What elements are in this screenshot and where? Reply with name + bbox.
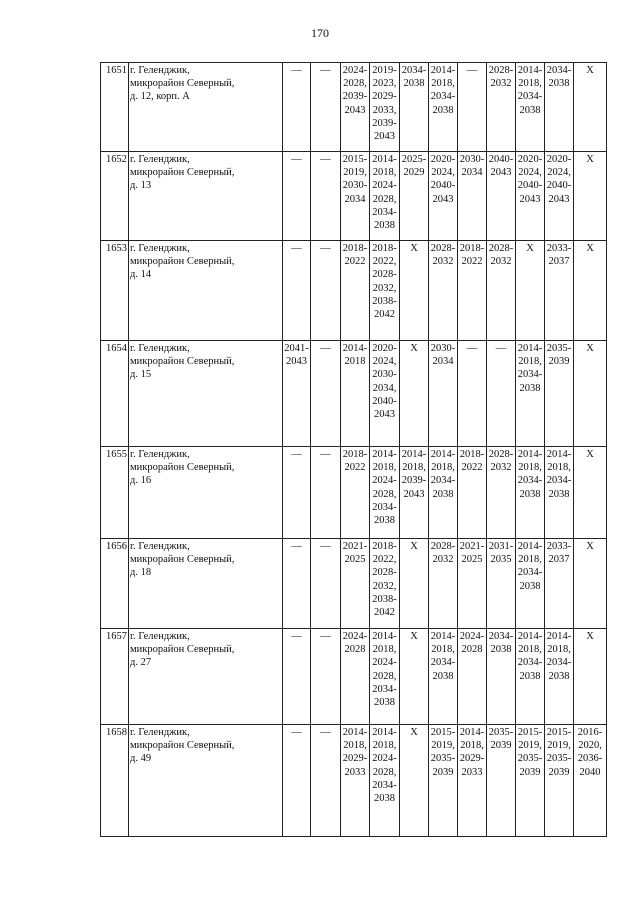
period-cell: 2030- 2034 [458,152,487,241]
housing-registry-table [100,62,607,837]
period-cell: — [283,629,311,725]
row-number: 1654 [101,341,129,447]
period-cell: — [283,241,311,341]
period-cell: 2020- 2024, 2040- 2043 [545,152,574,241]
period-cell: Х [574,629,607,725]
table-row [101,539,607,629]
address-line: г. Геленджик, [130,65,190,76]
address-line: микрорайон Северный, [130,462,235,474]
period-cell: 2014- 2018, 2029- 2033 [341,725,370,837]
period-cell: 2033- 2037 [545,539,574,629]
address-line: д. 27 [130,657,152,669]
row-number: 1656 [101,539,129,629]
period-cell: — [458,63,487,152]
address-line: микрорайон Северный, [130,78,235,90]
period-cell: 2035- 2039 [545,341,574,447]
period-cell: 2028- 2032 [487,241,516,341]
period-cell: 2028- 2032 [429,539,458,629]
period-cell: Х [574,341,607,447]
period-cell: 2028- 2032 [429,241,458,341]
period-cell: Х [400,341,429,447]
period-cell: — [283,152,311,241]
row-number: 1652 [101,152,129,241]
period-cell: 2034- 2038 [487,629,516,725]
period-cell: 2014- 2018, 2039- 2043 [400,447,429,539]
address-line: д. 18 [130,567,152,579]
period-cell: 2014- 2018, 2034- 2038 [516,341,545,447]
address-cell [129,629,283,725]
period-cell: 2018- 2022, 2028- 2032, 2038- 2042 [370,241,400,341]
row-number: 1655 [101,447,129,539]
period-cell: — [311,629,341,725]
period-cell: — [311,241,341,341]
address-line: микрорайон Северный, [130,644,235,656]
table-row [101,629,607,725]
table-row [101,241,607,341]
table-row [101,447,607,539]
period-cell: 2035- 2039 [487,725,516,837]
period-cell: 2014- 2018, 2034- 2038 [545,447,574,539]
period-cell: Х [574,152,607,241]
address-cell [129,241,283,341]
address-line: д. 13 [130,180,152,192]
period-cell: 2018- 2022 [341,447,370,539]
address-line: г. Геленджик, [130,154,190,165]
address-line: д. 14 [130,269,152,281]
period-cell: Х [400,539,429,629]
period-cell: 2014- 2018, 2034- 2038 [516,447,545,539]
period-cell: Х [574,63,607,152]
period-cell: 2014- 2018 [341,341,370,447]
period-cell: 2014- 2018, 2029- 2033 [458,725,487,837]
period-cell: Х [574,539,607,629]
period-cell: 2041- 2043 [283,341,311,447]
period-cell: — [458,341,487,447]
period-cell: 2020- 2024, 2040- 2043 [429,152,458,241]
period-cell: Х [574,447,607,539]
address-line: микрорайон Северный, [130,167,235,179]
address-line: д. 16 [130,475,152,487]
address-line: г. Геленджик, [130,449,190,460]
row-number: 1653 [101,241,129,341]
address-line: г. Геленджик, [130,343,190,354]
period-cell: 2020- 2024, 2040- 2043 [516,152,545,241]
period-cell: 2018- 2022 [458,447,487,539]
period-cell: 2030- 2034 [429,341,458,447]
period-cell: 2031- 2035 [487,539,516,629]
period-cell: 2028- 2032 [487,63,516,152]
address-line: микрорайон Северный, [130,554,235,566]
period-cell: 2014- 2018, 2034- 2038 [429,447,458,539]
table-row [101,152,607,241]
period-cell: Х [400,241,429,341]
address-cell [129,447,283,539]
period-cell: 2028- 2032 [487,447,516,539]
address-line: г. Геленджик, [130,727,190,738]
period-cell: Х [400,725,429,837]
period-cell: 2016- 2020, 2036- 2040 [574,725,607,837]
period-cell: 2018- 2022, 2028- 2032, 2038- 2042 [370,539,400,629]
period-cell: 2014- 2018, 2024- 2028, 2034- 2038 [370,629,400,725]
address-cell [129,725,283,837]
period-cell: — [283,539,311,629]
address-line: д. 49 [130,753,152,765]
period-cell: 2014- 2018, 2034- 2038 [516,63,545,152]
period-cell: — [283,63,311,152]
period-cell: 2019- 2023, 2029- 2033, 2039- 2043 [370,63,400,152]
period-cell: — [487,341,516,447]
address-cell [129,152,283,241]
period-cell: 2025- 2029 [400,152,429,241]
period-cell: — [283,447,311,539]
period-cell: 2018- 2022 [458,241,487,341]
period-cell: 2014- 2018, 2034- 2038 [429,63,458,152]
period-cell: Х [574,241,607,341]
table-row [101,341,607,447]
period-cell: 2020- 2024, 2030- 2034, 2040- 2043 [370,341,400,447]
address-cell [129,63,283,152]
period-cell: 2024- 2028, 2039- 2043 [341,63,370,152]
address-line: г. Геленджик, [130,631,190,642]
address-cell [129,341,283,447]
period-cell: 2015- 2019, 2030- 2034 [341,152,370,241]
period-cell: 2014- 2018, 2024- 2028, 2034- 2038 [370,447,400,539]
period-cell: 2014- 2018, 2034- 2038 [516,629,545,725]
address-cell [129,539,283,629]
period-cell: 2015- 2019, 2035- 2039 [516,725,545,837]
period-cell: Х [516,241,545,341]
period-cell: 2014- 2018, 2024- 2028, 2034- 2038 [370,152,400,241]
period-cell: 2014- 2018, 2034- 2038 [429,629,458,725]
period-cell: 2018- 2022 [341,241,370,341]
period-cell: 2024- 2028 [341,629,370,725]
period-cell: — [311,63,341,152]
address-line: г. Геленджик, [130,541,190,552]
address-line: микрорайон Северный, [130,740,235,752]
period-cell: 2034- 2038 [545,63,574,152]
period-cell: 2040- 2043 [487,152,516,241]
period-cell: — [311,447,341,539]
period-cell: 2015- 2019, 2035- 2039 [545,725,574,837]
address-line: микрорайон Северный, [130,256,235,268]
period-cell: 2034- 2038 [400,63,429,152]
row-number: 1658 [101,725,129,837]
period-cell: — [311,725,341,837]
address-line: г. Геленджик, [130,243,190,254]
address-line: д. 15 [130,369,152,381]
period-cell: 2033- 2037 [545,241,574,341]
period-cell: 2015- 2019, 2035- 2039 [429,725,458,837]
period-cell: 2021- 2025 [458,539,487,629]
period-cell: — [311,341,341,447]
period-cell: 2014- 2018, 2024- 2028, 2034- 2038 [370,725,400,837]
address-line: микрорайон Северный, [130,356,235,368]
period-cell: 2014- 2018, 2034- 2038 [545,629,574,725]
address-line: д. 12, корп. А [130,91,190,103]
period-cell: 2021- 2025 [341,539,370,629]
table-row [101,63,607,152]
period-cell: — [283,725,311,837]
period-cell: — [311,152,341,241]
page-number: 170 [311,26,329,40]
row-number: 1651 [101,63,129,152]
period-cell: Х [400,629,429,725]
row-number: 1657 [101,629,129,725]
period-cell: 2024- 2028 [458,629,487,725]
period-cell: — [311,539,341,629]
period-cell: 2014- 2018, 2034- 2038 [516,539,545,629]
table-row [101,725,607,837]
